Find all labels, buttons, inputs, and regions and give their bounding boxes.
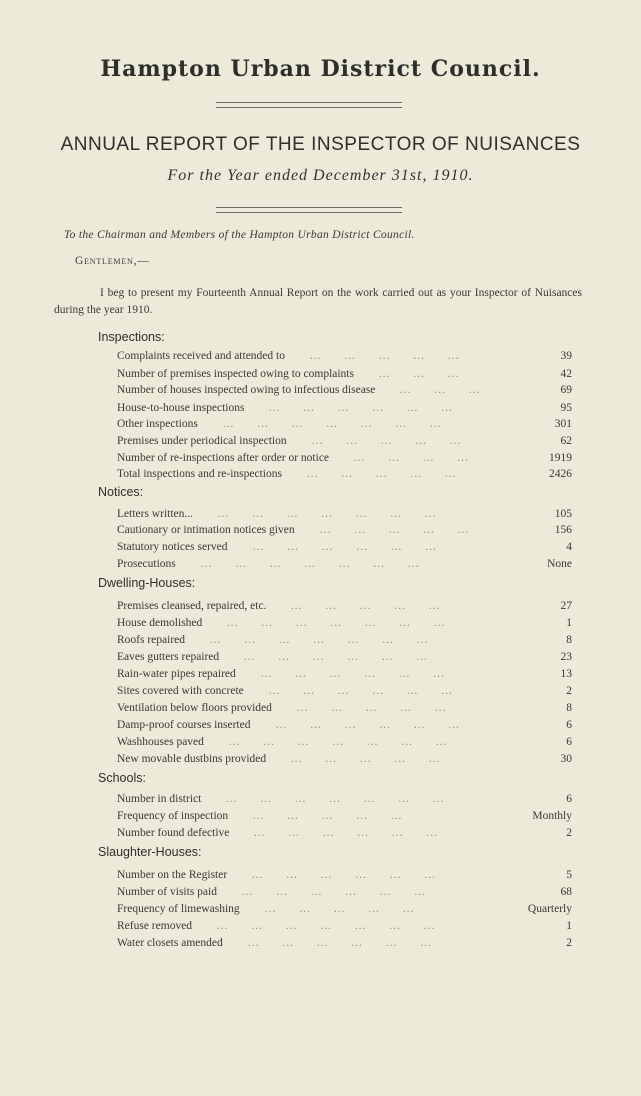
row-label: Rain-water pipes repaired: [117, 668, 236, 680]
row-value: 13: [560, 668, 572, 680]
row-label: Number in district: [117, 793, 202, 805]
section-heading-notices: Notices:: [98, 485, 144, 499]
row-value: 8: [566, 634, 572, 646]
row-value: 6: [566, 719, 572, 731]
table-row: [117, 632, 572, 648]
row-label: Complaints received and attended to: [117, 350, 285, 362]
double-rule-top: [216, 102, 402, 108]
table-row: [117, 506, 572, 522]
row-value: 5: [566, 869, 572, 881]
leader-dots: … … … … … …: [233, 937, 440, 949]
row-value: 69: [560, 384, 572, 396]
table-row: [117, 649, 572, 665]
row-value: 1919: [549, 452, 572, 464]
table-row: [117, 433, 572, 449]
table-row: [117, 348, 572, 364]
leader-dots: … … … … … …: [237, 869, 444, 881]
row-label: Frequency of inspection: [117, 810, 229, 822]
letter-address: To the Chairman and Members of the Hampton Urban District Council.: [64, 229, 415, 241]
row-value: 105: [554, 508, 572, 520]
letter-salutation: Gentlemen,—: [75, 255, 150, 267]
leader-dots: … … … … … …: [254, 685, 461, 697]
row-value: 4: [566, 541, 572, 553]
table-row: [117, 901, 572, 917]
section-heading-dwelling-houses: Dwelling-Houses:: [98, 576, 196, 590]
row-value: 8: [566, 702, 572, 714]
table-row: [117, 734, 572, 750]
row-label: Other inspections: [117, 418, 198, 430]
row-label: New movable dustbins provided: [117, 753, 267, 765]
row-label: Letters written...: [117, 508, 194, 520]
row-label: Refuse removed: [117, 920, 193, 932]
table-row: [117, 935, 572, 951]
leader-dots: … … … … … … …: [212, 617, 454, 629]
table-row: [117, 683, 572, 699]
table-row: [117, 791, 572, 807]
leader-dots: … … … … … … …: [203, 508, 445, 520]
table-row: [117, 400, 572, 416]
section-heading-slaughter-houses: Slaughter-Houses:: [98, 845, 202, 859]
table-row: [117, 808, 572, 824]
table-row: [117, 867, 572, 883]
row-label: Number of houses inspected owing to infectious disease: [117, 384, 376, 396]
leader-dots: … … … … … …: [229, 651, 436, 663]
leader-dots: … … … … … …: [261, 719, 468, 731]
section-heading-inspections: Inspections:: [98, 330, 165, 344]
leader-dots: … … … … …: [238, 810, 411, 822]
row-label: Number on the Register: [117, 869, 228, 881]
double-rule-bottom: [216, 207, 402, 213]
row-value: 1: [566, 920, 572, 932]
row-label: Sites covered with concrete: [117, 685, 244, 697]
row-label: Prosecutions: [117, 558, 176, 570]
leader-dots: … … … … … … …: [214, 736, 456, 748]
row-value: 2426: [549, 468, 572, 480]
table-row: [117, 918, 572, 934]
table-row: [117, 884, 572, 900]
row-label: Statutory notices served: [117, 541, 228, 553]
leader-dots: … … … … … … …: [208, 418, 450, 430]
table-row: [117, 598, 572, 614]
table-row: [117, 366, 572, 382]
table-row: [117, 751, 572, 767]
row-value: 68: [560, 886, 572, 898]
leader-dots: … … … … …: [292, 468, 465, 480]
row-value: None: [547, 558, 572, 570]
table-row: [117, 539, 572, 555]
leader-dots: … … …: [385, 384, 489, 396]
leader-dots: … … … … … …: [238, 541, 445, 553]
table-row: [117, 615, 572, 631]
leader-dots: … … …: [364, 368, 468, 380]
leader-dots: … … … … … … …: [195, 634, 437, 646]
leader-dots: … … … …: [339, 452, 477, 464]
table-row: [117, 466, 572, 482]
table-row: [117, 825, 572, 841]
row-value: 95: [560, 402, 572, 414]
leader-dots: … … … … … … …: [202, 920, 444, 932]
report-title: ANNUAL REPORT OF THE INSPECTOR OF NUISANCES: [60, 134, 581, 155]
leader-dots: … … … … … …: [254, 402, 461, 414]
table-row: [117, 382, 572, 398]
row-label: Damp-proof courses inserted: [117, 719, 251, 731]
row-value: 301: [554, 418, 572, 430]
row-value: Quarterly: [527, 903, 572, 915]
row-label: Roofs repaired: [117, 634, 186, 646]
row-label: Eaves gutters repaired: [117, 651, 220, 663]
row-label: Ventilation below floors provided: [117, 702, 272, 714]
leader-dots: … … … … …: [305, 524, 478, 536]
leader-dots: … … … … …: [297, 435, 470, 447]
section-heading-schools: Schools:: [98, 771, 146, 785]
row-label: Premises under periodical inspection: [117, 435, 287, 447]
row-value: 39: [560, 350, 572, 362]
row-value: 6: [566, 736, 572, 748]
letter-intro: I beg to present my Fourteenth Annual Report on the work carried out as your Inspector of Nuisances during the year 1910.: [54, 287, 582, 316]
row-value: 156: [554, 524, 572, 536]
row-label: Number of re-inspections after order or notice: [117, 452, 330, 464]
row-label: Number of premises inspected owing to complaints: [117, 368, 354, 380]
leader-dots: … … … … …: [276, 753, 449, 765]
leader-dots: … … … … …: [282, 702, 455, 714]
table-row: [117, 717, 572, 733]
row-label: House demolished: [117, 617, 203, 629]
row-label: Washhouses paved: [117, 736, 204, 748]
leader-dots: … … … … … …: [227, 886, 434, 898]
row-value: 2: [566, 937, 572, 949]
leader-dots: … … … … … … …: [186, 558, 428, 570]
leader-dots: … … … … …: [295, 350, 468, 362]
row-value: Monthly: [532, 810, 572, 822]
row-label: Total inspections and re-inspections: [117, 468, 282, 480]
council-title: Hampton Urban District Council.: [100, 56, 541, 82]
row-value: 23: [560, 651, 572, 663]
table-row: [117, 666, 572, 682]
table-row: [117, 450, 572, 466]
row-value: 2: [566, 827, 572, 839]
row-label: Number of visits paid: [117, 886, 217, 898]
row-value: 30: [560, 753, 572, 765]
row-label: Number found defective: [117, 827, 230, 839]
row-value: 2: [566, 685, 572, 697]
table-row: [117, 416, 572, 432]
report-subtitle: For the Year ended December 31st, 1910.: [167, 167, 474, 184]
table-row: [117, 556, 572, 572]
row-value: 62: [560, 435, 572, 447]
row-value: 42: [560, 368, 572, 380]
row-value: 1: [566, 617, 572, 629]
row-value: 27: [560, 600, 572, 612]
row-label: Cautionary or intimation notices given: [117, 524, 295, 536]
row-label: House-to-house inspections: [117, 402, 245, 414]
leader-dots: … … … … … … …: [211, 793, 453, 805]
leader-dots: … … … … …: [276, 600, 449, 612]
row-label: Frequency of limewashing: [117, 903, 240, 915]
row-label: Water closets amended: [117, 937, 223, 949]
table-row: [117, 700, 572, 716]
leader-dots: … … … … … …: [246, 668, 453, 680]
table-row: [117, 522, 572, 538]
leader-dots: … … … … … …: [239, 827, 446, 839]
row-value: 6: [566, 793, 572, 805]
leader-dots: … … … … …: [250, 903, 423, 915]
row-label: Premises cleansed, repaired, etc.: [117, 600, 267, 612]
